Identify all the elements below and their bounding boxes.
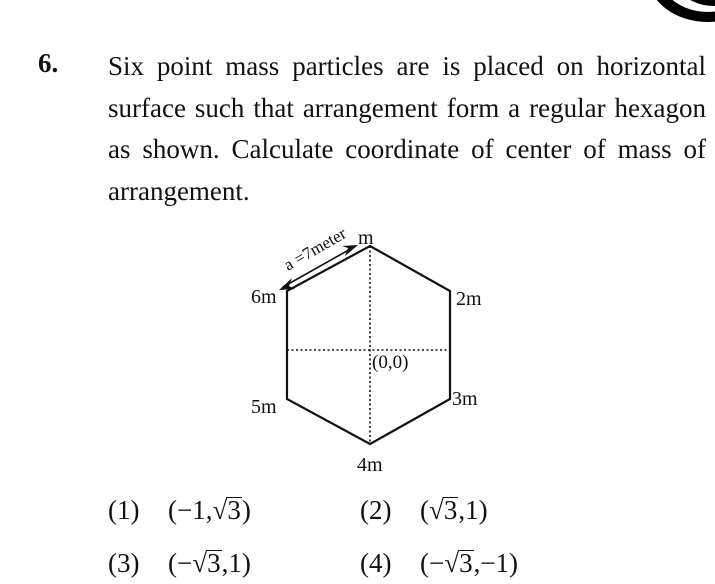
origin-label: (0,0) xyxy=(372,352,409,373)
mass-lower-right: 3m xyxy=(452,388,478,410)
mass-bottom: 4m xyxy=(357,454,383,476)
mass-upper-left: 6m xyxy=(251,286,277,308)
mass-lower-left: 5m xyxy=(251,396,277,418)
option-1[interactable]: (1) (−1,√3) xyxy=(108,495,251,525)
hexagon-figure xyxy=(230,205,520,485)
corner-decoration xyxy=(648,0,715,22)
option-4[interactable]: (4) (−√3,−1) xyxy=(360,548,519,578)
sqrt-radicand: 3 xyxy=(443,495,458,525)
question-text: Six point mass particles are is placed on horizontal surface such that arrangement form a regular hexagon as shown. Calculate coordinate of center of mass of arrangement. xyxy=(108,51,706,206)
question-number: 6. xyxy=(38,48,59,78)
option-3[interactable]: (3) (−√3,1) xyxy=(108,548,251,578)
sqrt-radicand: 3 xyxy=(227,495,241,525)
mass-upper-right: 2m xyxy=(456,288,482,310)
sqrt-radicand: 3 xyxy=(207,548,221,578)
mass-top: m xyxy=(358,227,374,249)
side-length-label: a =7meter xyxy=(280,223,350,275)
sqrt-radicand: 3 xyxy=(459,548,473,578)
hexagon-outline xyxy=(287,246,450,444)
option-2[interactable]: (2) (√3,1) xyxy=(360,495,488,525)
